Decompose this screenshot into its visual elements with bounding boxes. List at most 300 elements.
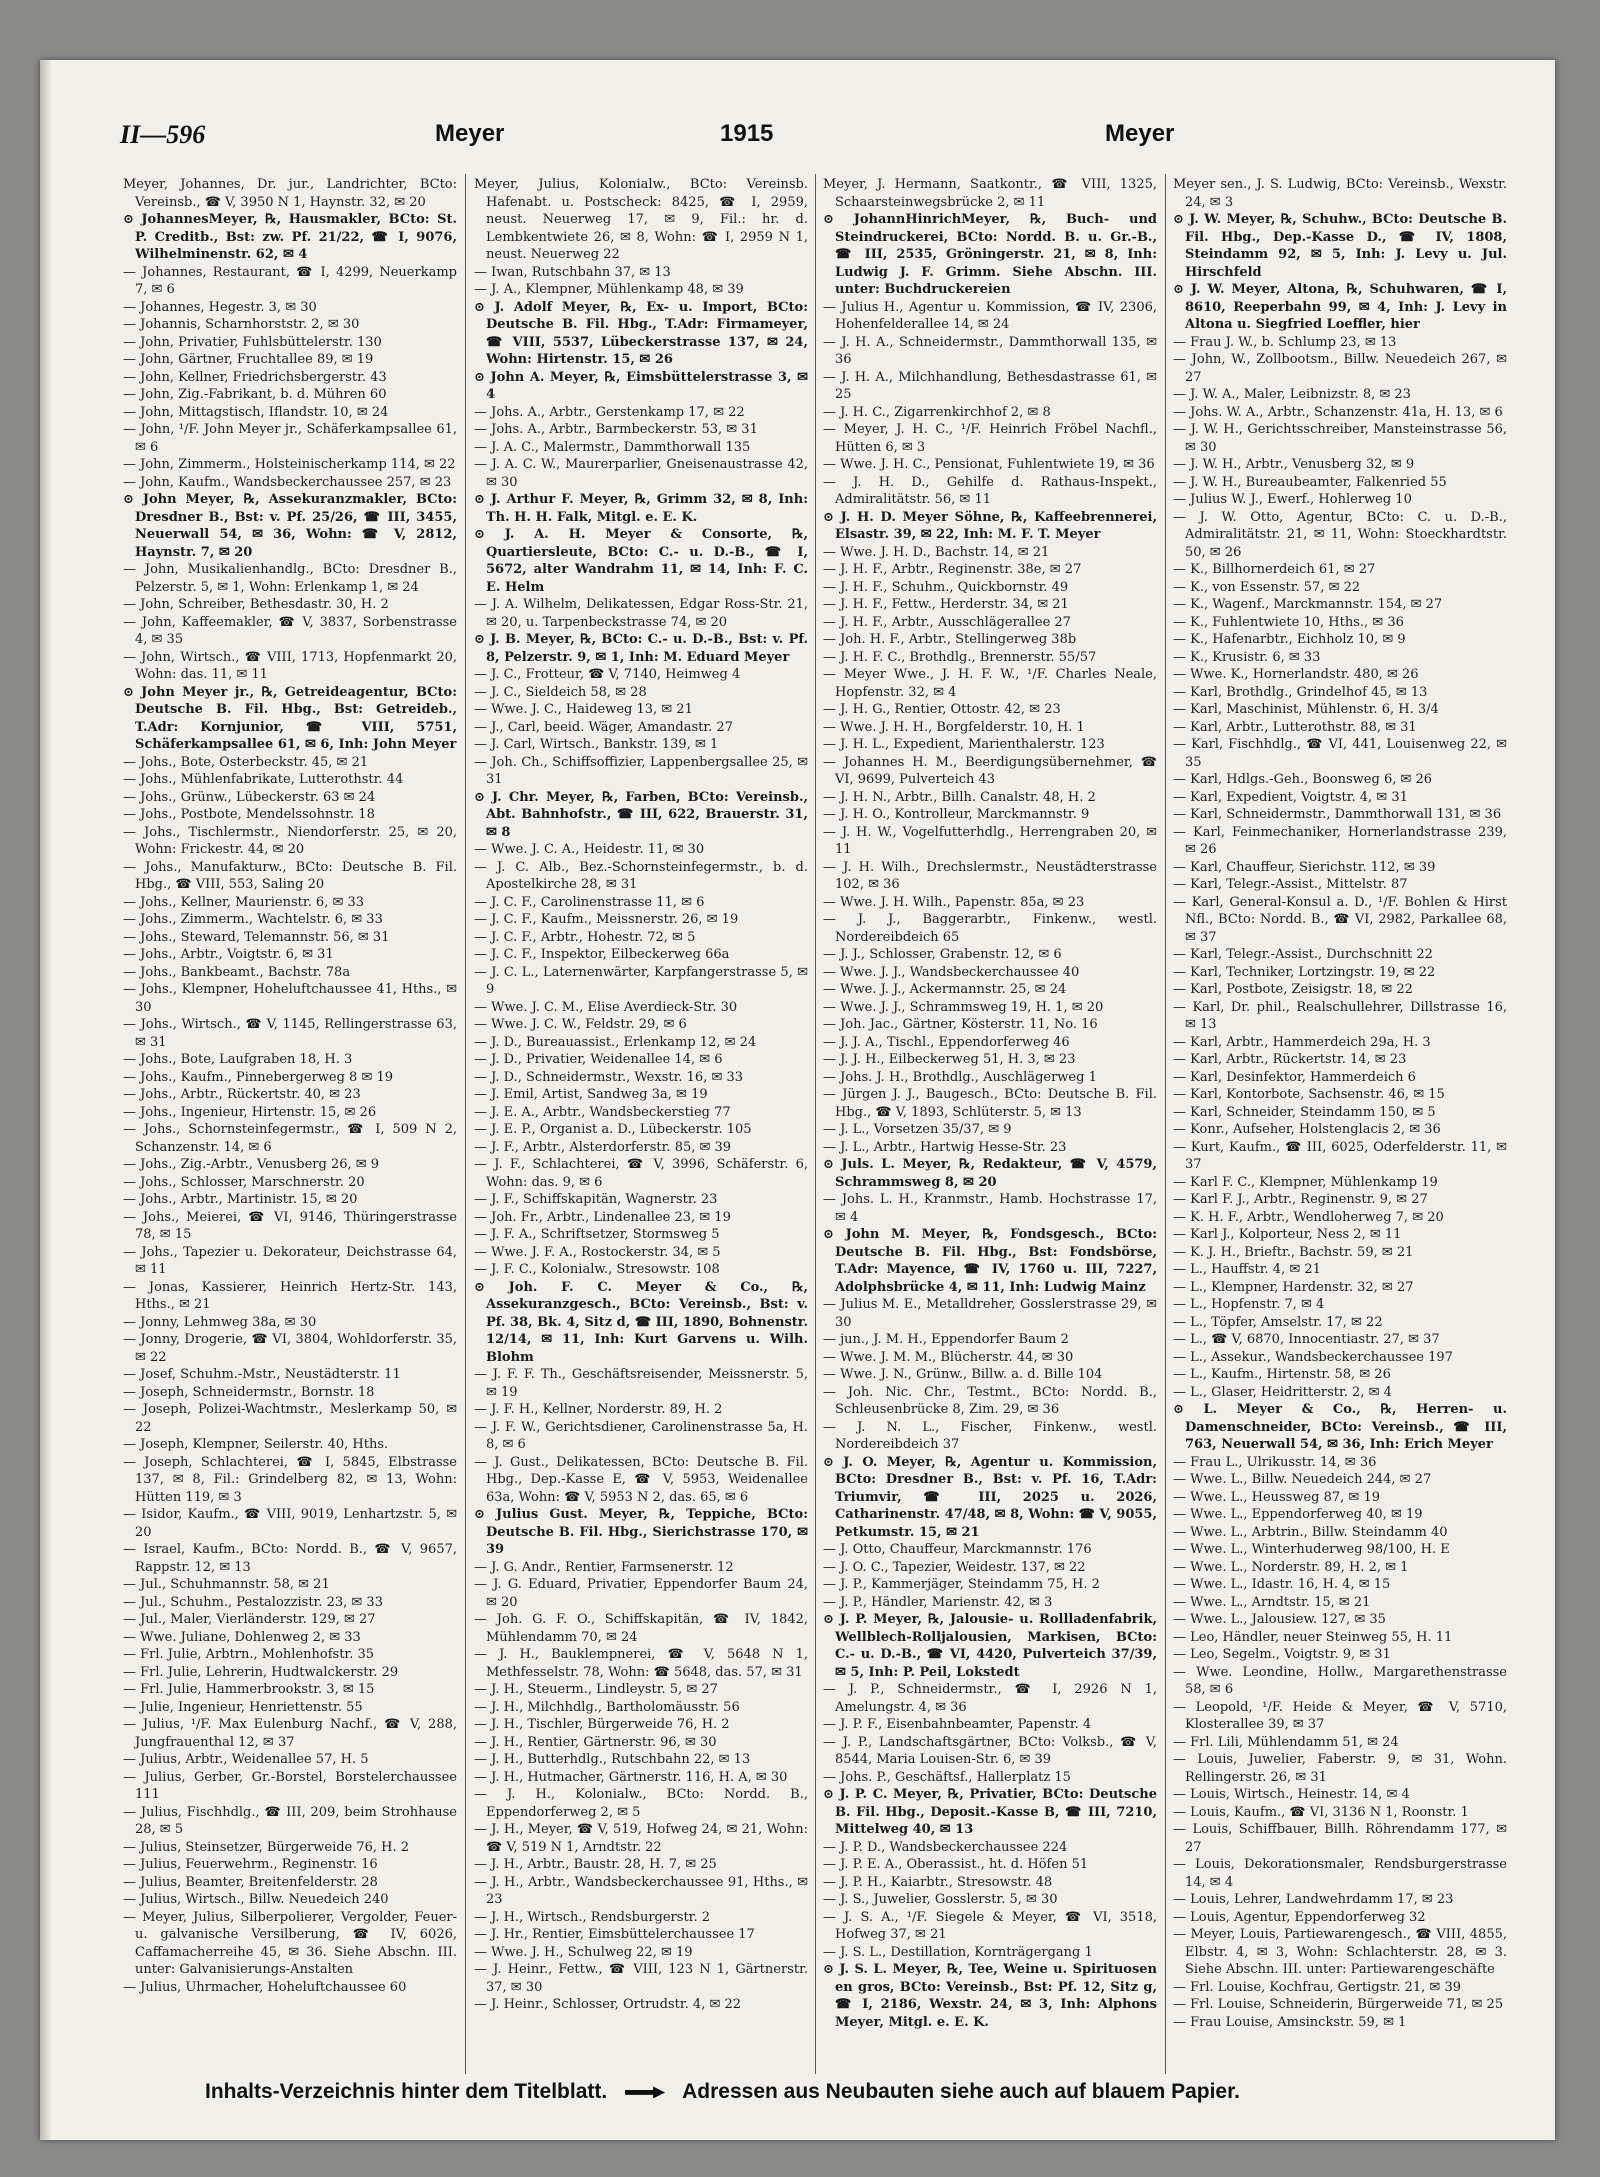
directory-entry: — J. Otto, Chauffeur, Marckmannstr. 176: [823, 1542, 1092, 1557]
directory-entry: — Iwan, Rutschbahn 37, ✉ 13: [474, 264, 671, 280]
directory-entry: — Joseph, Schlachterei, ☎ I, 5845, Elbstrasse 137, ✉ 8, Fil.: Grindelberg 82, ✉ 13, Wohn: Hütten 119, ✉ 3: [123, 1454, 457, 1505]
directory-entry: — Wwe. J. N., Grünw., Billw. a. d. Bille 104: [823, 1367, 1103, 1382]
directory-entry: ⊙ J. Arthur F. Meyer, ℞, Grimm 32, ✉ 8, Inh: Th. H. H. Falk, Mitgl. e. E. K.: [474, 492, 808, 525]
directory-entry: — J. H., Hutmacher, Gärtnerstr. 116, H. A, ✉ 30: [474, 1769, 788, 1785]
directory-entry: — Jonny, Drogerie, ☎ VI, 3804, Wohldorferstr. 35, ✉ 22: [123, 1332, 457, 1365]
directory-entry: — Jul., Maler, Vierländerstr. 129, ✉ 27: [123, 1612, 376, 1627]
directory-entry: — Johs., Grünw., Lübeckerstr. 63 ✉ 24: [123, 789, 376, 805]
directory-entry: — J. W. H., Bureaubeamter, Falkenried 55: [1173, 474, 1447, 490]
directory-entry: — J. P., Schneidermstr., ☎ I, 2926 N 1, Amelungstr. 4, ✉ 36: [823, 1682, 1157, 1715]
directory-entry: — Julius, Gerber, Gr.-Borstel, Borstelerchaussee 111: [123, 1769, 457, 1802]
directory-entry: Meyer sen., J. S. Ludwig, BCto: Vereinsb., Wexstr. 24, ✉ 3: [1173, 177, 1507, 210]
directory-entry: — Wwe. L., Winterhuderweg 98/100, H. E: [1173, 1542, 1450, 1557]
column-1: [123, 176, 457, 2111]
directory-entry: — Louis, Wirtsch., Heinestr. 14, ✉ 4: [1173, 1787, 1410, 1802]
directory-entry: — J. D., Bureauassist., Erlenkamp 12, ✉ 24: [474, 1034, 757, 1050]
directory-entry: — Jul., Schuhmannstr. 58, ✉ 21: [123, 1577, 330, 1592]
directory-entry: ⊙ John M. Meyer, ℞, Fondsgesch., BCto: Deutsche B. Fil. Hbg., Bst: Fondsbörse, T.Adr: Mayence, ☎ IV, 1760 u. III, 7227, Adolphsbrücke 4, ✉ 11, Inh: Ludwig Mainz: [823, 1227, 1157, 1295]
directory-entry: ⊙ L. Meyer & Co., ℞, Herren- u. Damenschneider, BCto: Vereinsb., ☎ III, 763, Neuerwall 54, ✉ 36, Inh: Erich Meyer: [1173, 1402, 1507, 1452]
directory-entry: — Wwe. J. C. W., Feldstr. 29, ✉ 6: [474, 1017, 687, 1032]
directory-entry: — Wwe. L., Billw. Neuedeich 244, ✉ 27: [1173, 1472, 1432, 1487]
directory-entry: — John, Zig.-Fabrikant, b. d. Mühren 60: [123, 387, 387, 402]
directory-entry: — John, ¹/F. John Meyer jr., Schäferkampsallee 61, ✉ 6: [123, 422, 457, 455]
directory-entry: — Louis, Lehrer, Landwehrdamm 17, ✉ 23: [1173, 1892, 1454, 1907]
directory-entry: — Johs., Bankbeamt., Bachstr. 78a: [123, 964, 351, 980]
directory-entry: — L., ☎ V, 6870, Innocentiastr. 27, ✉ 37: [1173, 1332, 1440, 1347]
directory-entry: — Johannes, Hegestr. 3, ✉ 30: [123, 299, 317, 315]
directory-entry: ⊙ J. Adolf Meyer, ℞, Ex- u. Import, BCto: Deutsche B. Fil. Hbg., T.Adr: Firmameyer, ☎ VIII, 5537, Lübeckerstrasse 137, ✉ 24, Wohn: Hirtenstr. 15, ✉ 26: [474, 299, 808, 367]
directory-entry: — J. F. F. Th., Geschäftsreisender, Meissnerstr. 5, ✉ 19: [474, 1367, 808, 1400]
directory-entry: — Jul., Schuhm., Pestalozzistr. 23, ✉ 33: [123, 1594, 383, 1610]
directory-entry: — Julius, Arbtr., Weidenallee 57, H. 5: [123, 1752, 369, 1767]
directory-entry: — Joseph, Klempner, Seilerstr. 40, Hths.: [123, 1437, 389, 1452]
directory-entry: Meyer, Julius, Kolonialw., BCto: Vereinsb. Hafenabt. u. Postscheck: 8425, ☎ I, 2959, neust. Neuerweg 17, ✉ 9, Fil.: hr. d. Lembkentwiete 26, ✉ 8, Wohn: ☎ I, 2959 N 1, neust. Neuerweg 22: [474, 177, 808, 262]
directory-entry: — J. P. E. A., Oberassist., ht. d. Höfen 51: [823, 1857, 1089, 1872]
directory-entry: — L., Klempner, Hardenstr. 32, ✉ 27: [1173, 1279, 1414, 1295]
directory-entry: — J. H. F., Schuhm., Quickbornstr. 49: [823, 579, 1069, 595]
directory-entry: — Johs., Ingenieur, Hirtenstr. 15, ✉ 26: [123, 1104, 377, 1120]
directory-entry: — J. H., Wirtsch., Rendsburgerstr. 2: [474, 1909, 710, 1925]
directory-entry: — Karl, Arbtr., Lutterothstr. 88, ✉ 31: [1173, 719, 1417, 735]
directory-entry: — Joh. G. F. O., Schiffskapitän, ☎ IV, 1842, Mühlendamm 70, ✉ 24: [474, 1612, 808, 1645]
directory-entry: — Karl, Telegr.-Assist., Mittelstr. 87: [1173, 877, 1408, 892]
directory-entry: — Wwe. L., Heussweg 87, ✉ 19: [1173, 1489, 1381, 1505]
directory-entry: — J. P., Kammerjäger, Steindamm 75, H. 2: [823, 1577, 1100, 1592]
column-rule: [1165, 174, 1166, 2074]
directory-entry: — Karl, Brothdlg., Grindelhof 45, ✉ 13: [1173, 684, 1428, 700]
directory-entry: — Wwe. Juliane, Dohlenweg 2, ✉ 33: [123, 1629, 361, 1645]
directory-entry: — K., Fuhlentwiete 10, Hths., ✉ 36: [1173, 614, 1404, 630]
directory-entry: — Johs., Schornsteinfegermstr., ☎ I, 509 N 2, Schanzenstr. 14, ✉ 6: [123, 1122, 457, 1155]
directory-entry: — J. F., Arbtr., Alsterdorferstr. 85, ✉ 39: [474, 1139, 732, 1155]
directory-entry: — J. S. A., ¹/F. Siegele & Meyer, ☎ VI, 3518, Hofweg 37, ✉ 21: [823, 1909, 1157, 1942]
directory-entry: — J., Carl, beeid. Wäger, Amandastr. 27: [474, 719, 733, 735]
directory-entry: — J. H. A., Schneidermstr., Dammthorwall 135, ✉ 36: [823, 334, 1157, 367]
directory-entry: — Wwe. J. C. M., Elise Averdieck-Str. 30: [474, 999, 738, 1015]
directory-entry: ⊙ J. P. Meyer, ℞, Jalousie- u. Rollladenfabrik, Wellblech-Rolljalousien, Markisen, BCto: C.- u. D.-B., ☎ VI, 4420, Pulverteich 37/39, ✉ 5, Inh: P. Peil, Lokstedt: [823, 1612, 1157, 1680]
directory-entry: — J. F., Schiffskapitän, Wagnerstr. 23: [474, 1192, 718, 1207]
directory-entry: — J. Carl, Wirtsch., Bankstr. 139, ✉ 1: [474, 737, 719, 752]
directory-entry: — Karl, Hdlgs.-Geh., Boonsweg 6, ✉ 26: [1173, 772, 1433, 787]
directory-entry: ⊙ J. S. L. Meyer, ℞, Tee, Weine u. Spirituosen en gros, BCto: Vereinsb., Bst: Pf. 12, Sitz g, ☎ I, 2186, Wexstr. 24, ✉ 3, Inh: Alphons Meyer, Mitgl. e. E. K.: [823, 1962, 1157, 2030]
directory-entry: — K., von Essenstr. 57, ✉ 22: [1173, 579, 1361, 595]
directory-entry: — J. F. W., Gerichtsdiener, Carolinenstrasse 5a, H. 8, ✉ 6: [474, 1419, 808, 1452]
directory-entry: — Julius, Wirtsch., Billw. Neuedeich 240: [123, 1892, 389, 1907]
directory-entry: ⊙ J. W. Meyer, Altona, ℞, Schuhwaren, ☎ I, 8610, Reeperbahn 99, ✉ 4, Inh: J. Levy in Altona u. Siegfried Loeffler, hier: [1173, 282, 1507, 332]
directory-entry: — J. D., Schneidermstr., Wexstr. 16, ✉ 33: [474, 1069, 744, 1085]
directory-entry: ⊙ J. H. D. Meyer Söhne, ℞, Kaffeebrennerei, Elsastr. 39, ✉ 22, Inh: M. F. T. Meyer: [823, 509, 1157, 542]
directory-entry: ⊙ John Meyer jr., ℞, Getreideagentur, BCto: Deutsche B. Fil. Hbg., Bst: Getreideb., T.Adr: Kornjunior, ☎ VIII, 5751, Schäferkampsallee 61, ✉ 6, Inh: John Meyer: [123, 684, 457, 752]
directory-entry: — Karl, Expedient, Voigtstr. 4, ✉ 31: [1173, 789, 1408, 805]
directory-entry: — J. L., Vorsetzen 35/37, ✉ 9: [823, 1122, 1012, 1137]
directory-entry: — J. H., Rentier, Gärtnerstr. 96, ✉ 30: [474, 1734, 717, 1750]
directory-entry: — J. W. Otto, Agentur, BCto: C. u. D.-B., Admiralitätstr. 21, ✉ 11, Wohn: Stoeckhardtstr. 50, ✉ 26: [1173, 509, 1507, 560]
directory-entry: — Leopold, ¹/F. Heide & Meyer, ☎ V, 5710, Klosterallee 39, ✉ 37: [1173, 1699, 1507, 1732]
directory-entry: — Johs., Wirtsch., ☎ V, 1145, Rellingerstrasse 63, ✉ 31: [123, 1017, 457, 1050]
directory-entry: — Joh. Jac., Gärtner, Kösterstr. 11, No. 16: [823, 1017, 1098, 1032]
directory-entry: — Joseph, Polizei-Wachtmstr., Meslerkamp 50, ✉ 22: [123, 1402, 457, 1435]
directory-entry: — Johs., Tischlermstr., Niendorferstr. 25, ✉ 20, Wohn: Frickestr. 44, ✉ 20: [123, 824, 457, 857]
directory-entry: — K., Billhornerdeich 61, ✉ 27: [1173, 562, 1376, 577]
directory-entry: — J. H. F., Arbtr., Ausschlägerallee 27: [823, 614, 1071, 630]
directory-entry: — Wwe. K., Hornerlandstr. 480, ✉ 26: [1173, 667, 1419, 682]
directory-entry: — Louis, Juwelier, Faberstr. 9, ✉ 31, Wohn. Rellingerstr. 26, ✉ 31: [1173, 1752, 1507, 1785]
directory-entry: — Meyer Wwe., J. H. F. W., ¹/F. Charles Neale, Hopfenstr. 32, ✉ 4: [823, 667, 1157, 700]
directory-entry: — Johs. J. H., Brothdlg., Auschlägerweg 1: [823, 1069, 1097, 1085]
directory-entry: — J. H., Bauklempnerei, ☎ V, 5648 N 1, Methfesselstr. 78, Wohn: ☎ 5648, das. 57, ✉ 31: [474, 1647, 808, 1680]
directory-entry: — Joh. Nic. Chr., Testmt., BCto: Nordd. B., Schleusenbrücke 8, Zim. 29, ✉ 36: [823, 1384, 1157, 1417]
directory-entry: — Johs., Klempner, Hoheluftchaussee 41, Hths., ✉ 30: [123, 982, 457, 1015]
directory-entry: — Wwe. L., Eppendorferweg 40, ✉ 19: [1173, 1507, 1423, 1522]
directory-entry: — L., Hauffstr. 4, ✉ 21: [1173, 1262, 1321, 1277]
directory-entry: — J. F., Schlachterei, ☎ V, 3996, Schäferstr. 6, Wohn: das. 9, ✉ 6: [474, 1157, 808, 1190]
directory-entry: — Isidor, Kaufm., ☎ VIII, 9019, Lenhartzstr. 5, ✉ 20: [123, 1507, 457, 1540]
directory-entry: — J. C., Frotteur, ☎ V, 7140, Heimweg 4: [474, 667, 741, 682]
directory-entry: — Johs., Schlosser, Marschnerstr. 20: [123, 1174, 365, 1190]
directory-entry: — Karl, Kontorbote, Sachsenstr. 46, ✉ 15: [1173, 1087, 1445, 1102]
directory-entry: — Frau Louise, Amsinckstr. 59, ✉ 1: [1173, 2014, 1407, 2030]
footer-blue-paper-note: Adressen aus Neubauten siehe auch auf blauem Papier.: [682, 2080, 1240, 2103]
directory-entry: — J. P., Händler, Marienstr. 42, ✉ 3: [823, 1594, 1053, 1610]
directory-entry: — J. W. H., Gerichtsschreiber, Mansteinstrasse 56, ✉ 30: [1173, 422, 1507, 455]
directory-entry: — J. O. C., Tapezier, Weidestr. 137, ✉ 22: [823, 1559, 1086, 1575]
directory-entry: — Wwe. J. C., Haideweg 13, ✉ 21: [474, 702, 693, 717]
directory-entry: — J. C. F., Carolinenstrasse 11, ✉ 6: [474, 894, 705, 910]
directory-entry: — J. H., Butterhdlg., Rutschbahn 22, ✉ 13: [474, 1752, 751, 1767]
directory-entry: — Meyer, Julius, Silberpolierer, Vergolder, Feuer- u. galvanische Versilberung, ☎ IV, 6026, Caffamacherreihe 45, ✉ 36. Siehe Abschn. III. unter: Galvanisierungs-Anstalten: [123, 1909, 457, 1977]
directory-entry: — Johs., Arbtr., Voigtstr. 6, ✉ 31: [123, 947, 334, 962]
directory-entry: — Wwe. J. C. A., Heidestr. 11, ✉ 30: [474, 842, 705, 857]
pointing-hand-icon: [625, 2086, 665, 2098]
directory-entry: — J. H. F. C., Brothdlg., Brennerstr. 55/57: [823, 649, 1097, 665]
directory-entry: — Julius, Uhrmacher, Hoheluftchaussee 60: [123, 1979, 407, 1995]
directory-entry: — Johs., Kaufm., Pinnebergerweg 8 ✉ 19: [123, 1069, 394, 1085]
directory-entry: — K., Hafenarbtr., Eichholz 10, ✉ 9: [1173, 632, 1406, 647]
directory-entry: — Karl, General-Konsul a. D., ¹/F. Bohlen & Hirst Nfl., BCto: Nordd. B., ☎ VI, 2982, Parkallee 68, ✉ 37: [1173, 894, 1507, 945]
directory-entry: ⊙ J. Chr. Meyer, ℞, Farben, BCto: Vereinsb., Abt. Bahnhofstr., ☎ III, 622, Brauerstr. 31, ✉ 8: [474, 789, 808, 840]
directory-entry: — J. C., Sieldeich 58, ✉ 28: [474, 684, 647, 700]
directory-entry: — Karl, Telegr.-Assist., Durchschnitt 22: [1173, 947, 1433, 962]
directory-entry: — Julius, Beamter, Breitenfelderstr. 28: [123, 1874, 378, 1890]
directory-entry: — K. H. F., Arbtr., Wendloherweg 7, ✉ 20: [1173, 1209, 1444, 1225]
directory-entry: — J. Emil, Artist, Sandweg 3a, ✉ 19: [474, 1087, 708, 1102]
directory-entry: — J. L., Arbtr., Hartwig Hesse-Str. 23: [823, 1139, 1067, 1155]
directory-entry: — Karl, Dr. phil., Realschullehrer, Dillstrasse 16, ✉ 13: [1173, 999, 1507, 1032]
directory-entry: — Karl, Desinfektor, Hammerdeich 6: [1173, 1069, 1416, 1085]
directory-entry: — Johs., Arbtr., Rückertstr. 40, ✉ 23: [123, 1087, 361, 1102]
directory-entry: — Kurt, Kaufm., ☎ III, 6025, Oderfelderstr. 11, ✉ 37: [1173, 1139, 1507, 1172]
directory-entry: — Wwe. J. J., Schrammsweg 19, H. 1, ✉ 20: [823, 999, 1104, 1015]
directory-entry: — J. J., Schlosser, Grabenstr. 12, ✉ 6: [823, 947, 1062, 962]
directory-entry: — J. F. H., Kellner, Norderstr. 89, H. 2: [474, 1402, 723, 1417]
directory-entry: — J. J., Baggerarbtr., Finkenw., westl. Nordereibdeich 65: [823, 912, 1157, 945]
directory-entry: — J. P. F., Eisenbahnbeamter, Papenstr. 4: [823, 1717, 1092, 1732]
directory-entry: — Frau J. W., b. Schlump 23, ✉ 13: [1173, 334, 1397, 350]
directory-entry: — Karl F. C., Klempner, Mühlenkamp 19: [1173, 1174, 1438, 1190]
directory-entry: — Karl, Schneidermstr., Dammthorwall 131, ✉ 36: [1173, 807, 1502, 822]
directory-entry: ⊙ J. P. C. Meyer, ℞, Privatier, BCto: Deutsche B. Fil. Hbg., Deposit.-Kasse B, ☎ III, 7210, Mittelweg 40, ✉ 13: [823, 1787, 1157, 1837]
footer-index-note: Inhalts-Verzeichnis hinter dem Titelblatt.: [205, 2080, 608, 2103]
page-header: [120, 120, 1190, 160]
directory-entry: — J. Heinr., Fettw., ☎ VIII, 123 N 1, Gärtnerstr. 37, ✉ 30: [474, 1962, 808, 1995]
directory-entry: — Louis, Schiffbauer, Billh. Röhrendamm 177, ✉ 27: [1173, 1822, 1507, 1855]
year: 1915: [720, 120, 774, 147]
column-2: [474, 176, 808, 2111]
directory-entry: — J. N. L., Fischer, Finkenw., westl. Nordereibdeich 37: [823, 1419, 1157, 1452]
directory-entry: — Israel, Kaufm., BCto: Nordd. B., ☎ V, 9657, Rappstr. 12, ✉ 13: [123, 1542, 457, 1575]
directory-entry: — Karl, Chauffeur, Sierichstr. 112, ✉ 39: [1173, 859, 1436, 875]
directory-entry: ⊙ John Meyer, ℞, Assekuranzmakler, BCto: Dresdner B., Bst: v. Pf. 25/26, ☎ III, 3455, Neuerwall 54, ✉ 36, Wohn: ☎ V, 2812, Haynstr. 7, ✉ 20: [123, 492, 457, 560]
directory-entry: — jun., J. M. H., Eppendorfer Baum 2: [823, 1332, 1069, 1347]
directory-entry: — John, Kaufm., Wandsbeckerchaussee 257, ✉ 23: [123, 474, 452, 490]
directory-entry: — John, Mittagstisch, Iflandstr. 10, ✉ 24: [123, 404, 389, 420]
directory-entry: — Wwe. J. H. C., Pensionat, Fuhlentwiete 19, ✉ 36: [823, 457, 1155, 472]
directory-entry: — Louis, Kaufm., ☎ VI, 3136 N 1, Roonstr. 1: [1173, 1804, 1469, 1820]
directory-entry: — J. H. O., Kontrolleur, Marckmannstr. 9: [823, 807, 1090, 822]
directory-entry: — Karl, Fischhdlg., ☎ VI, 441, Louisenweg 22, ✉ 35: [1173, 737, 1507, 770]
directory-entry: — Joh. Ch., Schiffsoffizier, Lappenbergsallee 25, ✉ 31: [474, 754, 808, 787]
directory-entry: — J. P. H., Kaiarbtr., Stresowstr. 48: [823, 1874, 1053, 1890]
directory-entry: — Johs. A., Arbtr., Gerstenkamp 17, ✉ 22: [474, 404, 745, 420]
directory-entry: — John, Kaffeemakler, ☎ V, 3837, Sorbenstrasse 4, ✉ 35: [123, 614, 457, 647]
directory-entry: — Karl, Arbtr., Hammerdeich 29a, H. 3: [1173, 1034, 1431, 1050]
directory-entry: — Jürgen J. J., Baugesch., BCto: Deutsche B. Fil. Hbg., ☎ V, 1893, Schlüterstr. 5, ✉ 13: [823, 1087, 1157, 1120]
directory-entry: ⊙ JohannesMeyer, ℞, Hausmakler, BCto: St. P. Creditb., Bst: zw. Pf. 21/22, ☎ I, 9076, Wilhelminenstr. 62, ✉ 4: [123, 212, 457, 262]
directory-entry: — Johs. W. A., Arbtr., Schanzenstr. 41a, H. 13, ✉ 6: [1173, 404, 1503, 420]
directory-entry: — Julius, Steinsetzer, Bürgerweide 76, H. 2: [123, 1839, 410, 1855]
directory-entry: — Wwe. L., Arndtstr. 15, ✉ 21: [1173, 1594, 1371, 1610]
page-number: II—596: [120, 120, 206, 149]
directory-entry: — J. H. F., Fettw., Herderstr. 34, ✉ 21: [823, 597, 1069, 612]
directory-entry: — J. H. Wilh., Drechslermstr., Neustädterstrasse 102, ✉ 36: [823, 859, 1157, 892]
directory-entry: — J. H. N., Arbtr., Billh. Canalstr. 48, H. 2: [823, 789, 1096, 805]
directory-entry: — Johannes, Restaurant, ☎ I, 4299, Neuerkamp 7, ✉ 6: [123, 264, 457, 297]
directory-entry: — K. J. H., Brieftr., Bachstr. 59, ✉ 21: [1173, 1244, 1414, 1260]
directory-entry: — Wwe. J. H. D., Bachstr. 14, ✉ 21: [823, 544, 1050, 560]
directory-entry: — Johs., Tapezier u. Dekorateur, Deichstrasse 64, ✉ 11: [123, 1244, 457, 1277]
directory-entry: — Wwe. L., Arbtrin., Billw. Steindamm 40: [1173, 1524, 1448, 1540]
directory-entry: — L., Hopfenstr. 7, ✉ 4: [1173, 1297, 1325, 1312]
directory-entry: — J. D., Privatier, Weidenallee 14, ✉ 6: [474, 1052, 723, 1067]
directory-entry: — J. E. A., Arbtr., Wandsbeckerstieg 77: [474, 1104, 731, 1120]
running-name-right: Meyer: [1105, 120, 1175, 147]
directory-entry: — John, Schreiber, Bethesdastr. 30, H. 2: [123, 597, 389, 612]
column-rule: [815, 174, 816, 2074]
directory-entry: — Johs., Manufakturw., BCto: Deutsche B. Fil. Hbg., ☎ VIII, 553, Saling 20: [123, 859, 457, 892]
directory-entry: — Johs., Bote, Laufgraben 18, H. 3: [123, 1052, 353, 1067]
directory-entry: — Wwe. L., Idastr. 16, H. 4, ✉ 15: [1173, 1577, 1391, 1592]
directory-entry: — Frl. Lili, Mühlendamm 51, ✉ 24: [1173, 1734, 1399, 1750]
directory-entry: — Karl, Arbtr., Rückertstr. 14, ✉ 23: [1173, 1052, 1407, 1067]
directory-entry: — Frl. Julie, Arbtrn., Mohlenhofstr. 35: [123, 1647, 375, 1662]
directory-entry: — Frau L., Ulrikusstr. 14, ✉ 36: [1173, 1454, 1377, 1470]
directory-entry: — J. P., Landschaftsgärtner, BCto: Volksb., ☎ V, 8544, Maria Louisen-Str. 6, ✉ 39: [823, 1734, 1157, 1767]
directory-entry: ⊙ J. B. Meyer, ℞, BCto: C.- u. D.-B., Bst: v. Pf. 8, Pelzerstr. 9, ✉ 1, Inh: M. Eduard Meyer: [474, 632, 808, 665]
directory-entry: — Johs., Zig.-Arbtr., Venusberg 26, ✉ 9: [123, 1157, 380, 1172]
directory-entry: — J. C. Alb., Bez.-Schornsteinfegermstr., b. d. Apostelkirche 28, ✉ 31: [474, 859, 808, 892]
directory-entry: — Wwe. L., Jalousiew. 127, ✉ 35: [1173, 1612, 1386, 1627]
directory-entry: — J. H., Arbtr., Wandsbeckerchaussee 91, Hths., ✉ 23: [474, 1874, 808, 1907]
directory-entry: — Wwe. J. M. M., Blücherstr. 44, ✉ 30: [823, 1349, 1074, 1365]
directory-entry: — John, Wirtsch., ☎ VIII, 1713, Hopfenmarkt 20, Wohn: das. 11, ✉ 11: [123, 649, 457, 682]
directory-entry: — J. H., Kolonialw., BCto: Nordd. B., Eppendorferweg 2, ✉ 5: [474, 1787, 808, 1820]
directory-entry: — Julius W. J., Ewerf., Hohlerweg 10: [1173, 492, 1412, 507]
directory-entry: — Karl F. J., Arbtr., Reginenstr. 9, ✉ 27: [1173, 1192, 1428, 1207]
directory-entry: — Konr., Aufseher, Holstenglacis 2, ✉ 36: [1173, 1122, 1441, 1137]
directory-entry: — Johs., Arbtr., Martinistr. 15, ✉ 20: [123, 1192, 358, 1207]
directory-entry: — Julius, Feuerwehrm., Reginenstr. 16: [123, 1857, 378, 1872]
directory-entry: — Johs., Meierei, ☎ VI, 9146, Thüringerstrasse 78, ✉ 15: [123, 1209, 457, 1242]
directory-entry: — L., Kaufm., Hirtenstr. 58, ✉ 26: [1173, 1367, 1391, 1382]
directory-entry: — Wwe. Leondine, Hollw., Margarethenstrasse 58, ✉ 6: [1173, 1664, 1507, 1697]
directory-entry: — Frl. Julie, Lehrerin, Hudtwalckerstr. 29: [123, 1664, 399, 1680]
directory-entry: ⊙ Joh. F. C. Meyer & Co., ℞, Assekuranzgesch., BCto: Vereinsb., Bst: v. Pf. 38, Bk. 4, Sitz d, ☎ III, 1890, Bohnenstr. 12/14, ✉ 11, Inh: Kurt Garvens u. Wilh. Blohm: [474, 1279, 808, 1365]
directory-entry: — Meyer, J. H. C., ¹/F. Heinrich Fröbel Nachfl., Hütten 6, ✉ 3: [823, 422, 1157, 455]
directory-entry: — J. G. Andr., Rentier, Farmsenerstr. 12: [474, 1559, 734, 1575]
directory-entry: — J. H. W., Vogelfutterhdlg., Herrengraben 20, ✉ 11: [823, 824, 1157, 857]
directory-entry: — Johannis, Scharnhorststr. 2, ✉ 30: [123, 317, 360, 332]
directory-entry: — J. P. D., Wandsbeckerchaussee 224: [823, 1839, 1068, 1855]
directory-entry: — Karl, Techniker, Lortzingstr. 19, ✉ 22: [1173, 964, 1436, 980]
directory-entry: — Wwe. J. H., Schulweg 22, ✉ 19: [474, 1944, 693, 1960]
directory-entry: — J. H., Milchhdlg., Bartholomäusstr. 56: [474, 1699, 740, 1715]
directory-entry: — J. E. P., Organist a. D., Lübeckerstr. 105: [474, 1122, 752, 1137]
directory-entry: — Meyer, Louis, Partiewarengesch., ☎ VIII, 4855, Elbstr. 4, ✉ 3, Wohn: Schlachterstr. 28, ✉ 3. Siehe Abschn. III. unter: Partiewarengeschäfte: [1173, 1927, 1507, 1977]
directory-entry: — Wwe. J. J., Ackermannstr. 25, ✉ 24: [823, 982, 1067, 997]
directory-entry: — Wwe. J. J., Wandsbeckerchaussee 40: [823, 964, 1080, 980]
directory-entry: — J. C. F., Arbtr., Hohestr. 72, ✉ 5: [474, 929, 696, 945]
directory-entry: — Leo, Segelm., Voigtstr. 9, ✉ 31: [1173, 1647, 1391, 1662]
directory-entry: — J. C. F., Kaufm., Meissnerstr. 26, ✉ 19: [474, 912, 739, 927]
directory-entry: — Karl J., Kolporteur, Ness 2, ✉ 11: [1173, 1227, 1402, 1242]
directory-entry: — J. H. C., Zigarrenkirchhof 2, ✉ 8: [823, 404, 1051, 420]
directory-entry: — J. F. C., Kolonialw., Stresowstr. 108: [474, 1262, 720, 1277]
directory-entry: — J. A., Klempner, Mühlenkamp 48, ✉ 39: [474, 282, 744, 297]
directory-entry: — Julius H., Agentur u. Kommission, ☎ IV, 2306, Hohenfelderallee 14, ✉ 24: [823, 299, 1157, 332]
running-name-left: Meyer: [435, 120, 505, 147]
directory-entry: — Jonny, Lehmweg 38a, ✉ 30: [123, 1314, 317, 1330]
directory-entry: — Leo, Händler, neuer Steinweg 55, H. 11: [1173, 1629, 1453, 1645]
directory-entry: — Wwe. J. H. Wilh., Papenstr. 85a, ✉ 23: [823, 894, 1085, 910]
directory-entry: — Julius, ¹/F. Max Eulenburg Nachf., ☎ V, 288, Jungfrauenthal 12, ✉ 37: [123, 1717, 457, 1750]
directory-entry: — L., Assekur., Wandsbeckerchaussee 197: [1173, 1349, 1453, 1365]
directory-entry: — John, Kellner, Friedrichsbergerstr. 43: [123, 369, 387, 385]
directory-entry: — J. Hr., Rentier, Eimsbüttelerchaussee 17: [474, 1927, 755, 1942]
directory-entry: ⊙ J. A. H. Meyer & Consorte, ℞, Quartiersleute, BCto: C.- u. D.-B., ☎ I, 5672, alter Wandrahm 11, ✉ 14, Inh: F. C. E. Helm: [474, 527, 808, 595]
directory-entry: — J. Gust., Delikatessen, BCto: Deutsche B. Fil. Hbg., Dep.-Kasse E, ☎ V, 5953, Weidenallee 63a, Wohn: ☎ V, 5953 N 2, das. 65, ✉ 6: [474, 1454, 808, 1505]
directory-entry: — John, Privatier, Fuhlsbüttelerstr. 130: [123, 334, 382, 350]
directory-entry: — Jonas, Kassierer, Heinrich Hertz-Str. 143, Hths., ✉ 21: [123, 1279, 457, 1312]
directory-entry: — J. W. H., Arbtr., Venusberg 32, ✉ 9: [1173, 457, 1415, 472]
directory-entry: — J. S., Juwelier, Gosslerstr. 5, ✉ 30: [823, 1892, 1058, 1907]
directory-entry: — Karl, Feinmechaniker, Hornerlandstrasse 239, ✉ 26: [1173, 824, 1507, 857]
directory-entry: — Frl. Louise, Schneiderin, Bürgerweide 71, ✉ 25: [1173, 1997, 1504, 2012]
directory-entry: ⊙ Julius Gust. Meyer, ℞, Teppiche, BCto: Deutsche B. Fil. Hbg., Sierichstrasse 170, ✉ 39: [474, 1507, 808, 1557]
directory-entry: — J. Heinr., Schlosser, Ortrudstr. 4, ✉ 22: [474, 1997, 742, 2012]
directory-entry: — Frl. Julie, Hammerbrookstr. 3, ✉ 15: [123, 1682, 375, 1697]
directory-entry: — Johs. L. H., Kranmstr., Hamb. Hochstrasse 17, ✉ 4: [823, 1192, 1157, 1225]
directory-entry: — Karl, Postbote, Zeisigstr. 18, ✉ 22: [1173, 982, 1413, 997]
directory-entry: — Johs. P., Geschäftsf., Hallerplatz 15: [823, 1769, 1071, 1785]
directory-entry: Meyer, J. Hermann, Saatkontr., ☎ VIII, 1325, Schaarsteinwegsbrücke 2, ✉ 11: [823, 177, 1157, 210]
directory-entry: — John, Zimmerm., Holsteinischerkamp 114, ✉ 22: [123, 457, 456, 472]
directory-entry: — J. C. F., Inspektor, Eilbeckerweg 66a: [474, 947, 730, 962]
directory-entry: — Wwe. L., Norderstr. 89, H. 2, ✉ 1: [1173, 1559, 1409, 1575]
directory-entry: — J. H. D., Gehilfe d. Rathaus-Inspekt., Admiralitätstr. 56, ✉ 11: [823, 474, 1157, 507]
directory-entry: — John, W., Zollbootsm., Billw. Neuedeich 267, ✉ 27: [1173, 352, 1507, 385]
directory-entry: — J. H., Meyer, ☎ V, 519, Hofweg 24, ✉ 21, Wohn: ☎ V, 519 N 1, Arndtstr. 22: [474, 1822, 808, 1855]
directory-entry: — J. A. C. W., Maurerparlier, Gneisenaustrasse 42, ✉ 30: [474, 457, 808, 490]
directory-entry: — J. J. H., Eilbeckerweg 51, H. 3, ✉ 23: [823, 1052, 1076, 1067]
directory-entry: — Frl. Louise, Kochfrau, Gertigstr. 21, ✉ 39: [1173, 1979, 1461, 1995]
column-3: [823, 176, 1157, 2111]
column-4: [1173, 176, 1507, 2111]
directory-entry: — J. F. A., Schriftsetzer, Stormsweg 5: [474, 1227, 720, 1242]
column-rule: [465, 174, 466, 2074]
directory-entry: — Louis, Agentur, Eppendorferweg 32: [1173, 1909, 1426, 1925]
directory-entry: — Julius, Fischhdlg., ☎ III, 209, beim Strohhause 28, ✉ 5: [123, 1804, 457, 1837]
directory-entry: — J. H. L., Expedient, Marienthalerstr. 123: [823, 737, 1105, 752]
directory-entry: — K., Krusistr. 6, ✉ 33: [1173, 649, 1321, 665]
directory-entry: — L., Glaser, Heidritterstr. 2, ✉ 4: [1173, 1384, 1392, 1400]
directory-entry: — Julius M. E., Metalldreher, Gosslerstrasse 29, ✉ 30: [823, 1297, 1157, 1330]
directory-entry: — John, Musikalienhandlg., BCto: Dresdner B., Pelzerstr. 5, ✉ 1, Wohn: Erlenkamp 1, ✉ 24: [123, 562, 457, 595]
directory-entry: — Johs., Steward, Telemannstr. 56, ✉ 31: [123, 929, 390, 945]
directory-entry: — Joseph, Schneidermstr., Bornstr. 18: [123, 1384, 375, 1400]
directory-entry: — J. G. Eduard, Privatier, Eppendorfer Baum 24, ✉ 20: [474, 1577, 808, 1610]
directory-entry: — Johannes H. M., Beerdigungsübernehmer, ☎ VI, 9699, Pulverteich 43: [823, 754, 1157, 787]
directory-entry: — J. J. A., Tischl., Eppendorferweg 46: [823, 1034, 1070, 1050]
directory-entry: — J. W. A., Maler, Leibnizstr. 8, ✉ 23: [1173, 387, 1411, 402]
directory-entry: — Joh. H. F., Arbtr., Stellingerweg 38b: [823, 632, 1077, 647]
directory-entry: — J. A. C., Malermstr., Dammthorwall 135: [474, 439, 751, 455]
directory-entry: — Louis, Dekorationsmaler, Rendsburgerstrasse 14, ✉ 4: [1173, 1857, 1507, 1890]
directory-entry: ⊙ John A. Meyer, ℞, Eimsbüttelerstrasse 3, ✉ 4: [474, 369, 808, 402]
directory-entry: — Johs., Mühlenfabrikate, Lutterothstr. 44: [123, 772, 404, 787]
directory-entry: — Johs., Zimmerm., Wachtelstr. 6, ✉ 33: [123, 912, 383, 927]
page-footer: [205, 2080, 1405, 2104]
directory-entry: — J. H., Tischler, Bürgerweide 76, H. 2: [474, 1717, 730, 1732]
directory-entry: — K., Wagenf., Marckmannstr. 154, ✉ 27: [1173, 597, 1443, 612]
directory-entry: — J. A. Wilhelm, Delikatessen, Edgar Ross-Str. 21, ✉ 20, u. Tarpenbeckstrasse 74, ✉ 20: [474, 597, 808, 630]
directory-entry: — J. S. L., Destillation, Kornträgergang 1: [823, 1944, 1093, 1960]
directory-entry: — Karl, Maschinist, Mühlenstr. 6, H. 3/4: [1173, 702, 1439, 717]
directory-entry: — Karl, Schneider, Steindamm 150, ✉ 5: [1173, 1104, 1436, 1120]
directory-entry: — Johs. A., Arbtr., Barmbeckerstr. 53, ✉ 31: [474, 422, 758, 437]
directory-entry: — J. H. G., Rentier, Ottostr. 42, ✉ 23: [823, 702, 1061, 717]
directory-entry: ⊙ J. W. Meyer, ℞, Schuhw., BCto: Deutsche B. Fil. Hbg., Dep.-Kasse D., ☎ IV, 1808, Steindamm 92, ✉ 5, Inh: J. Levy u. Jul. Hirschfeld: [1173, 212, 1507, 280]
directory-entry: — John, Gärtner, Fruchtallee 89, ✉ 19: [123, 352, 374, 367]
directory-entry: — Josef, Schuhm.-Mstr., Neustädterstr. 11: [123, 1367, 401, 1382]
directory-entry: — J. H., Steuerm., Lindleystr. 5, ✉ 27: [474, 1682, 718, 1697]
directory-entry: — J. H. F., Arbtr., Reginenstr. 38e, ✉ 27: [823, 562, 1082, 577]
directory-entry: — J. H., Arbtr., Baustr. 28, H. 7, ✉ 25: [474, 1857, 717, 1872]
directory-entry: — L., Töpfer, Amselstr. 17, ✉ 22: [1173, 1314, 1383, 1330]
directory-entry: ⊙ JohannHinrichMeyer, ℞, Buch- und Steindruckerei, BCto: Nordd. B. u. Gr.-B., ☎ III, 2535, Gröningerstr. 21, ✉ 8, Inh: Ludwig J. F. Grimm. Siehe Abschn. III. unter: Buchdruckereien: [823, 212, 1157, 297]
directory-entry: ⊙ Juls. L. Meyer, ℞, Redakteur, ☎ V, 4579, Schrammsweg 8, ✉ 20: [823, 1157, 1157, 1190]
directory-entry: — Johs., Bote, Osterbeckstr. 45, ✉ 21: [123, 754, 369, 770]
directory-entry: — Johs., Kellner, Maurienstr. 6, ✉ 33: [123, 894, 365, 910]
directory-entry: — Wwe. J. H. H., Borgfelderstr. 10, H. 1: [823, 719, 1085, 735]
directory-entry: ⊙ J. O. Meyer, ℞, Agentur u. Kommission, BCto: Dresdner B., Bst: v. Pf. 16, T.Adr: Triumvir, ☎ III, 2025 u. 2026, Catharinenstr. 47/48, ✉ 8, Wohn: ☎ V, 9055, Petkumstr. 15, ✉ 21: [823, 1454, 1157, 1540]
directory-entry: — J. C. L., Laternenwärter, Karpfangerstrasse 5, ✉ 9: [474, 964, 808, 997]
directory-entry: Meyer, Johannes, Dr. jur., Landrichter, BCto: Vereinsb., ☎ V, 3950 N 1, Haynstr. 32, ✉ 20: [123, 177, 457, 210]
binding-shadow: [40, 60, 52, 2140]
directory-entry: — J. H. A., Milchhandlung, Bethesdastrasse 61, ✉ 25: [823, 369, 1157, 402]
directory-entry: — Joh. Fr., Arbtr., Lindenallee 23, ✉ 19: [474, 1209, 731, 1225]
directory-entry: — Julie, Ingenieur, Henriettenstr. 55: [123, 1699, 363, 1715]
directory-entry: — Johs., Postbote, Mendelssohnstr. 18: [123, 807, 375, 822]
